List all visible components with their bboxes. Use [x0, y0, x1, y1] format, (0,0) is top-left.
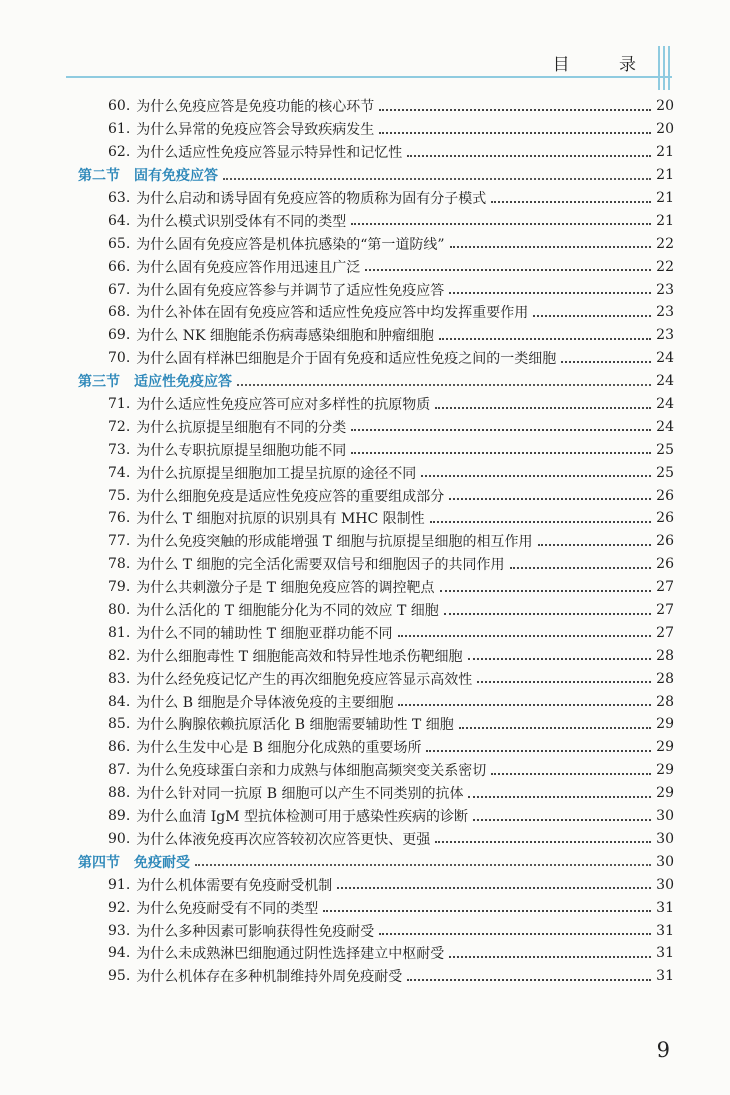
entry-title: 为什么启动和诱导固有免疫应答的物质称为固有分子模式: [136, 191, 487, 207]
entry-title: 为什么适应性免疫应答显示特异性和记忆性: [136, 145, 403, 162]
entry-page-number: 29: [656, 762, 674, 779]
toc-entry[interactable]: [78, 95, 674, 118]
entry-number: 88.: [108, 785, 131, 802]
dot-leader: [426, 749, 651, 752]
dot-leader: [435, 406, 651, 409]
dot-leader: [510, 566, 651, 569]
entry-number: 63.: [108, 190, 131, 206]
entry-number: 86.: [108, 739, 131, 756]
entry-title: 为什么针对同一抗原 B 细胞可以产生不同类别的抗体: [136, 786, 464, 803]
toc-section-heading[interactable]: [78, 370, 674, 393]
entry-title: 为什么异常的免疫应答会导致疾病发生: [136, 122, 375, 139]
entry-page-number: 26: [656, 533, 674, 550]
toc-entry[interactable]: [78, 141, 674, 164]
toc-entry[interactable]: [78, 828, 674, 851]
entry-page-number: 24: [656, 418, 674, 435]
section-title: 适应性免疫应答: [134, 374, 232, 391]
entry-page-number: 30: [656, 853, 674, 870]
entry-title: 为什么免疫应答是免疫功能的核心环节: [136, 99, 375, 116]
entry-number: 60.: [108, 98, 131, 115]
entry-title: 为什么 T 细胞的完全活化需要双信号和细胞因子的共同作用: [136, 557, 505, 574]
entry-page-number: 23: [656, 281, 674, 298]
entry-page-number: 30: [656, 808, 674, 825]
entry-number: 82.: [108, 647, 131, 664]
entry-title: 为什么不同的辅助性 T 细胞亚群功能不同: [136, 625, 393, 642]
toc-entry[interactable]: [78, 461, 674, 484]
entry-number: 61.: [108, 121, 131, 138]
entry-title: 为什么经免疫记忆产生的再次细胞免疫应答显示高效性: [136, 671, 473, 688]
entry-page-number: 26: [656, 510, 674, 527]
toc-entry[interactable]: [78, 209, 674, 232]
toc-entry[interactable]: [78, 805, 674, 828]
entry-title: 为什么 B 细胞是介导体液免疫的主要细胞: [136, 694, 394, 711]
entry-title: 为什么固有免疫应答是机体抗感染的“第一道防线”: [136, 236, 445, 253]
toc-entry[interactable]: [78, 187, 674, 210]
entry-title: 为什么固有免疫应答参与并调节了适应性免疫应答: [136, 282, 445, 299]
dot-leader: [351, 428, 651, 431]
entry-number: 67.: [108, 281, 131, 298]
entry-page-number: 22: [656, 235, 674, 252]
entry-title: 为什么多种因素可影响获得性免疫耐受: [136, 923, 375, 940]
header-bars-decoration: [658, 46, 672, 90]
dot-leader: [468, 795, 651, 798]
entry-title: 为什么适应性免疫应答可应对多样性的抗原物质: [136, 397, 431, 414]
entry-title: 为什么模式识别受体有不同的类型: [136, 213, 347, 230]
entry-number: 84.: [108, 693, 131, 710]
dot-leader: [195, 863, 651, 866]
entry-title: 为什么机体需要有免疫耐受机制: [136, 877, 333, 894]
toc-entry[interactable]: [78, 621, 674, 644]
dot-leader: [449, 291, 651, 294]
entry-number: 95.: [108, 968, 131, 985]
entry-number: 74.: [108, 464, 131, 481]
section-title: 固有免疫应答: [134, 168, 218, 185]
toc-entry[interactable]: [78, 255, 674, 278]
entry-page-number: 20: [656, 98, 674, 115]
section-label: 第四节: [78, 854, 120, 871]
dot-leader: [468, 657, 651, 660]
entry-number: 69.: [108, 327, 131, 344]
entry-page-number: 22: [656, 258, 674, 275]
toc-entry[interactable]: [78, 713, 674, 736]
toc-entry[interactable]: [78, 553, 674, 576]
entry-title: 为什么生发中心是 B 细胞分化成熟的重要场所: [136, 740, 422, 757]
entry-page-number: 29: [656, 739, 674, 756]
toc-section-heading[interactable]: [78, 164, 674, 187]
dot-leader: [444, 612, 651, 615]
toc-entry[interactable]: [78, 873, 674, 896]
entry-page-number: 21: [656, 190, 674, 206]
dot-leader: [337, 886, 651, 889]
entry-number: 77.: [108, 533, 131, 550]
page-header: [0, 0, 730, 90]
dot-leader: [533, 314, 651, 317]
entry-title: 为什么细胞免疫是适应性免疫应答的重要组成部分: [136, 488, 445, 505]
entry-page-number: 25: [656, 441, 674, 458]
entry-number: 64.: [108, 212, 131, 229]
entry-number: 94.: [108, 945, 131, 962]
entry-page-number: 31: [656, 899, 674, 916]
entry-page-number: 23: [656, 327, 674, 344]
toc-entry[interactable]: [78, 896, 674, 919]
entry-title: 为什么血清 IgM 型抗体检测可用于感染性疾病的诊断: [136, 809, 468, 826]
dot-leader: [473, 818, 651, 821]
dot-leader: [450, 245, 651, 248]
entry-title: 为什么补体在固有免疫应答和适应性免疫应答中均发挥重要作用: [136, 305, 529, 322]
toc-entry[interactable]: [78, 415, 674, 438]
entry-title: 为什么体液免疫再次应答较初次应答更快、更强: [136, 831, 431, 848]
entry-number: 66.: [108, 258, 131, 275]
dot-leader: [491, 200, 651, 203]
page-number: 9: [656, 1038, 670, 1062]
dot-leader: [379, 108, 651, 111]
entry-page-number: 27: [656, 602, 674, 619]
entry-number: 89.: [108, 808, 131, 825]
entry-number: 75.: [108, 487, 131, 504]
toc-section-heading[interactable]: [78, 850, 674, 873]
entry-page-number: 21: [656, 167, 674, 184]
dot-leader: [435, 840, 651, 843]
toc-entry[interactable]: [78, 576, 674, 599]
entry-title: 为什么共刺激分子是 T 细胞免疫应答的调控靶点: [136, 580, 435, 597]
entry-title: 为什么固有样淋巴细胞是介于固有免疫和适应性免疫之间的一类细胞: [136, 351, 557, 368]
entry-page-number: 31: [656, 922, 674, 939]
section-label: 第二节: [78, 168, 120, 185]
toc-entry[interactable]: [78, 507, 674, 530]
header-rule: [66, 76, 672, 78]
entry-number: 83.: [108, 670, 131, 687]
entry-page-number: 26: [656, 487, 674, 504]
dot-leader: [237, 383, 651, 386]
toc-entry[interactable]: [78, 667, 674, 690]
toc-entry[interactable]: [78, 599, 674, 622]
dot-leader: [223, 177, 651, 180]
entry-page-number: 31: [656, 945, 674, 962]
entry-title: 为什么抗原提呈细胞加工提呈抗原的途径不同: [136, 465, 417, 482]
entry-page-number: 29: [656, 716, 674, 733]
entry-title: 为什么 T 细胞对抗原的识别具有 MHC 限制性: [136, 511, 425, 528]
entry-number: 65.: [108, 235, 131, 252]
entry-title: 为什么细胞毒性 T 细胞能高效和特异性地杀伤靶细胞: [136, 648, 463, 665]
entry-title: 为什么机体存在多种机制维持外周免疫耐受: [136, 969, 403, 986]
dot-leader: [398, 703, 651, 706]
dot-leader: [449, 955, 651, 958]
dot-leader: [449, 497, 651, 500]
entry-page-number: 21: [656, 144, 674, 161]
dot-leader: [379, 131, 651, 134]
entry-number: 93.: [108, 922, 131, 939]
toc-entry[interactable]: [78, 301, 674, 324]
entry-title: 为什么免疫球蛋白亲和力成熟与体细胞高频突变关系密切: [136, 763, 487, 780]
entry-title: 为什么抗原提呈细胞有不同的分类: [136, 419, 347, 436]
toc-entry[interactable]: [78, 484, 674, 507]
toc-entry[interactable]: [78, 324, 674, 347]
dot-leader: [398, 634, 651, 637]
section-title: 免疫耐受: [134, 854, 190, 871]
dot-leader: [538, 543, 651, 546]
entry-page-number: 23: [656, 304, 674, 321]
entry-number: 80.: [108, 602, 131, 619]
entry-number: 62.: [108, 144, 131, 161]
dot-leader: [440, 589, 651, 592]
entry-page-number: 24: [656, 396, 674, 413]
dot-leader: [459, 726, 651, 729]
entry-number: 70.: [108, 350, 131, 367]
dot-leader: [365, 268, 651, 271]
dot-leader: [323, 909, 651, 912]
header-title: 目 录: [552, 55, 658, 75]
entry-number: 78.: [108, 556, 131, 573]
dot-leader: [351, 451, 651, 454]
entry-number: 68.: [108, 304, 131, 321]
dot-leader: [421, 474, 651, 477]
entry-number: 71.: [108, 396, 131, 413]
entry-title: 为什么固有免疫应答作用迅速且广泛: [136, 259, 361, 276]
entry-page-number: 27: [656, 579, 674, 596]
toc-entry[interactable]: [78, 393, 674, 416]
entry-title: 为什么专职抗原提呈细胞功能不同: [136, 442, 347, 459]
dot-leader: [491, 772, 651, 775]
dot-leader: [561, 360, 651, 363]
dot-leader: [379, 932, 651, 935]
toc-entry[interactable]: [78, 942, 674, 965]
entry-page-number: 21: [656, 212, 674, 229]
entry-page-number: 28: [656, 647, 674, 664]
entry-page-number: 30: [656, 830, 674, 847]
toc-entry[interactable]: [78, 347, 674, 370]
dot-leader: [407, 978, 651, 981]
dot-leader: [477, 680, 651, 683]
entry-number: 91.: [108, 876, 131, 893]
entry-page-number: 24: [656, 350, 674, 367]
entry-page-number: 27: [656, 624, 674, 641]
dot-leader: [439, 337, 651, 340]
toc-entry[interactable]: [78, 278, 674, 301]
table-of-contents: [78, 95, 674, 988]
entry-page-number: 29: [656, 785, 674, 802]
entry-number: 79.: [108, 579, 131, 596]
toc-entry[interactable]: [78, 118, 674, 141]
dot-leader: [430, 520, 651, 523]
entry-page-number: 28: [656, 693, 674, 710]
entry-title: 为什么免疫耐受有不同的类型: [136, 900, 319, 917]
entry-number: 73.: [108, 441, 131, 458]
entry-page-number: 31: [656, 968, 674, 985]
entry-title: 为什么 NK 细胞能杀伤病毒感染细胞和肿瘤细胞: [136, 328, 434, 345]
section-label: 第三节: [78, 374, 120, 391]
toc-entry[interactable]: [78, 644, 674, 667]
toc-entry[interactable]: [78, 690, 674, 713]
entry-title: 为什么免疫突触的形成能增强 T 细胞与抗原提呈细胞的相互作用: [136, 534, 533, 551]
entry-number: 92.: [108, 899, 131, 916]
entry-number: 85.: [108, 716, 131, 733]
entry-page-number: 24: [656, 373, 674, 390]
entry-number: 87.: [108, 762, 131, 779]
entry-title: 为什么活化的 T 细胞能分化为不同的效应 T 细胞: [136, 603, 439, 620]
toc-entry[interactable]: [78, 736, 674, 759]
toc-entry[interactable]: [78, 782, 674, 805]
entry-page-number: 28: [656, 670, 674, 687]
toc-entry[interactable]: [78, 232, 674, 255]
dot-leader: [351, 222, 651, 225]
toc-entry[interactable]: [78, 530, 674, 553]
entry-page-number: 25: [656, 464, 674, 481]
entry-page-number: 20: [656, 121, 674, 138]
dot-leader: [407, 154, 651, 157]
entry-number: 90.: [108, 830, 131, 847]
toc-entry[interactable]: [78, 965, 674, 988]
entry-page-number: 26: [656, 556, 674, 573]
toc-entry[interactable]: [78, 759, 674, 782]
entry-number: 76.: [108, 510, 131, 527]
entry-title: 为什么胸腺依赖抗原活化 B 细胞需要辅助性 T 细胞: [136, 717, 454, 734]
entry-number: 72.: [108, 418, 131, 435]
toc-entry[interactable]: [78, 438, 674, 461]
toc-entry[interactable]: [78, 919, 674, 942]
entry-number: 81.: [108, 624, 131, 641]
entry-page-number: 30: [656, 876, 674, 893]
entry-title: 为什么未成熟淋巴细胞通过阴性选择建立中枢耐受: [136, 946, 445, 963]
